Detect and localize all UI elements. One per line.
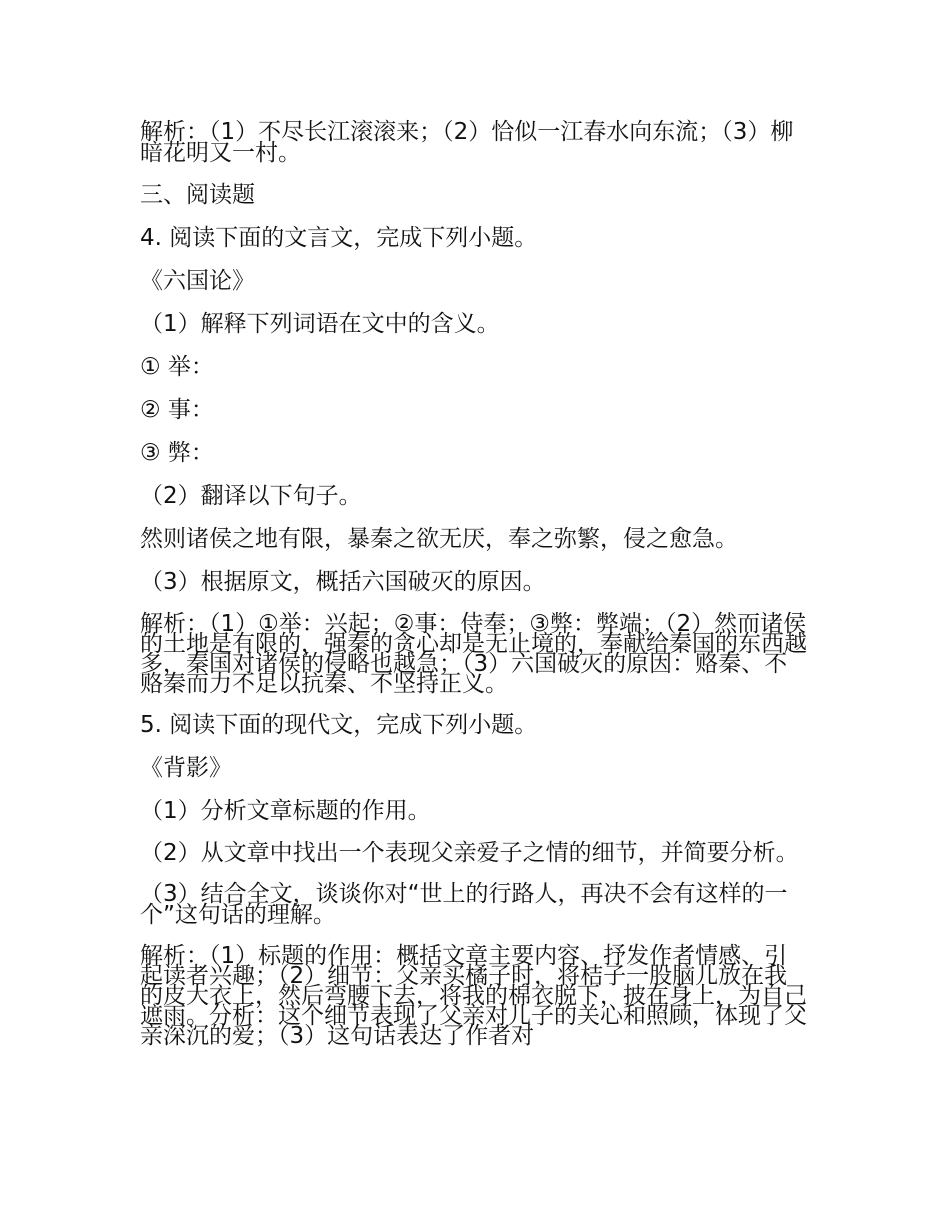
question-5-sub2: （2）从文章中找出一个表现父亲爱子之情的细节，并简要分析。 — [140, 840, 799, 866]
question-4-item-1: ① 举： — [140, 354, 214, 380]
question-4-item-3: ③ 弊： — [140, 440, 214, 466]
question-5-sub1: （1）分析文章标题的作用。 — [140, 798, 431, 824]
question-4-sub2: （2）翻译以下句子。 — [140, 483, 362, 509]
question-5-answer: 解析：（1）标题的作用：概括文章主要内容、抒发作者情感、引起读者兴趣；（2）细节：父亲买橘子时，将桔子一股脑儿放在我的皮大衣上，然后弯腰下去，将我的棉衣脱下，披在身上，为自己遮雨。分析：这个细节表现了父亲对儿子的关心和照顾，体现了父亲深沉的爱；（3）这句话表达了作者对 — [140, 943, 807, 1049]
question-4-sub3: （3）根据原文，概括六国破灭的原因。 — [140, 569, 546, 595]
section-heading: 三、阅读题 — [140, 182, 255, 208]
question-5-prompt: 5. 阅读下面的现代文，完成下列小题。 — [140, 712, 538, 738]
question-4-sub1: （1）解释下列词语在文中的含义。 — [140, 311, 500, 337]
answer-paragraph-q3: 解析：（1）不尽长江滚滚来；（2）恰似一江春水向东流；（3）柳暗花明又一村。 — [140, 119, 794, 166]
question-5-title: 《背影》 — [140, 755, 232, 781]
question-5-sub3: （3）结合全文，谈谈你对“世上的行路人，再决不会有这样的一个”这句话的理解。 — [140, 881, 788, 928]
question-4-answer: 解析：（1）①举：兴起；②事：侍奉；③弊：弊端；（2）然而诸侯的土地是有限的，强秦的贪心却是无止境的，奉献给秦国的东西越多，秦国对诸侯的侵略也越急；（3）六国破灭的原因：赂秦、不赂秦而力不足以抗秦、不坚持正义。 — [140, 611, 807, 697]
question-4-item-2: ② 事： — [140, 397, 214, 423]
question-4-title: 《六国论》 — [140, 268, 255, 294]
question-4-prompt: 4. 阅读下面的文言文，完成下列小题。 — [140, 225, 538, 251]
question-4-sentence: 然则诸侯之地有限，暴秦之欲无厌，奉之弥繁，侵之愈急。 — [140, 526, 738, 552]
document-page — [140, 119, 810, 1066]
